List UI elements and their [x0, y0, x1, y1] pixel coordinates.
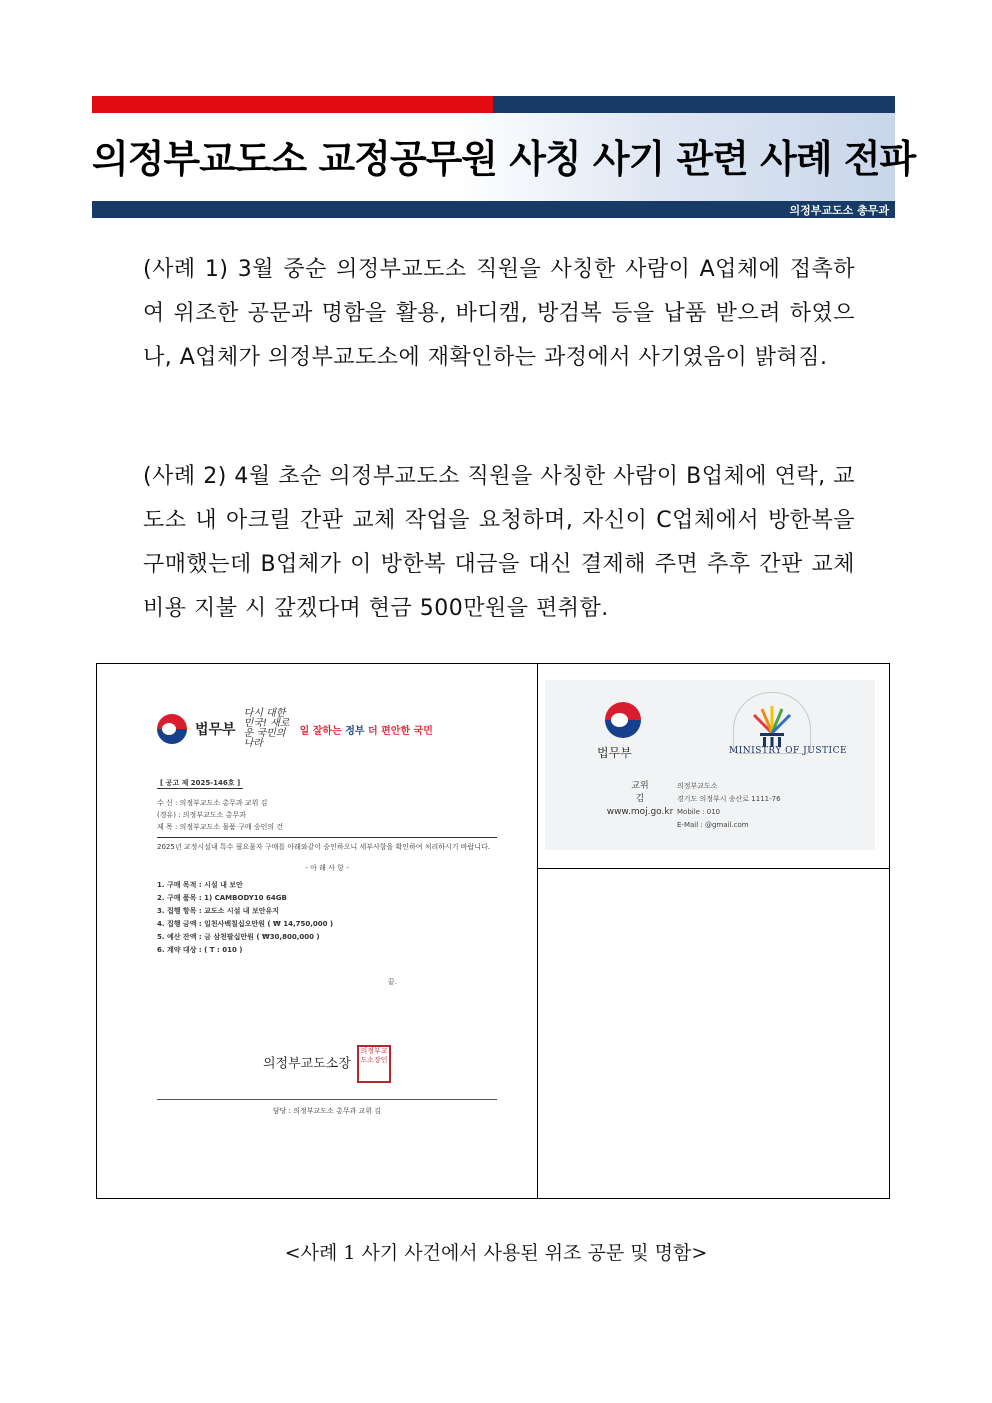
- document-item: 3. 집행 항목 : 교도소 시설 내 보안유지: [157, 907, 280, 915]
- document-rule: [157, 837, 497, 838]
- document-body: 2025년 교정시설내 특수 필요물자 구매를 아래와같이 승인하오니 세부사항을 확인하여 처리하시기 바랍니다.: [157, 843, 491, 851]
- footer-rule: [157, 1099, 497, 1100]
- document-signature: [157, 1045, 497, 1083]
- department-label: 의정부교도소 총무과: [789, 204, 889, 217]
- slogan-red: 일 잘하는: [299, 725, 346, 737]
- slogan-rest: 더 편안한 국민: [364, 725, 433, 737]
- document-logo-text: 법무부: [195, 722, 236, 738]
- document-slogan: [300, 722, 433, 737]
- document-end-mark: 끝.: [388, 978, 397, 986]
- top-bar-red: [92, 96, 493, 113]
- document-meta: [157, 797, 497, 833]
- header-bottom-bar: [92, 201, 895, 218]
- card-website: www.moj.go.kr: [606, 807, 674, 817]
- case-1-text: (사례 1) 3월 중순 의정부교도소 직원을 사칭한 사람이 A업체에 접촉하여 위조한 공문과 명함을 활용, 바디캠, 방검복 등을 납품 받으려 하였으나, A업체가 의정부교도소에 재확인하는 과정에서 사기였음이 밝혀짐.: [143, 257, 855, 370]
- government-emblem-icon: [605, 702, 641, 738]
- document-header: [157, 704, 497, 754]
- document-item: 1. 구매 목적 : 시설 내 보안: [157, 881, 243, 889]
- document-items: [157, 879, 497, 957]
- document-recipient: 수 신 : 의정부교도소 총무과 교위 김: [157, 799, 268, 807]
- notice-number: [ 공고 제 2025-146호 ]: [157, 778, 243, 789]
- top-bar-navy: [493, 96, 895, 113]
- ministry-emblem-icon: [733, 692, 811, 754]
- document-subject: 제 목 : 의정부교도소 물품 구매 승인의 건: [157, 823, 284, 831]
- document-via: (경유) : 의정부교도소 총무과: [157, 811, 246, 819]
- document-contact: 담당 : 의정부교도소 총무과 교위 김: [272, 1107, 382, 1115]
- document-item: 5. 예산 잔액 : 금 삼천팔십만원 ( ₩30,800,000 ): [157, 933, 320, 941]
- official-seal-icon: 의정부교도소장인: [357, 1045, 391, 1083]
- frame-vertical-divider: [537, 664, 538, 1198]
- card-email: E-Mail : @gmail.com: [677, 821, 749, 829]
- card-logo-text: 법무부: [597, 746, 632, 760]
- government-emblem-icon: [157, 714, 187, 744]
- details-heading: - 아 래 사 항 -: [305, 864, 349, 872]
- slogan-blue: 정부: [345, 725, 365, 737]
- card-address: 경기도 의정부시 송산로 1111-76: [677, 795, 781, 803]
- card-contact: [677, 780, 781, 832]
- document-slogan-handwritten: 다시 대한민국! 새로운 국민의 나라: [243, 708, 290, 749]
- document-item: 6. 계약 대상 : ( T : 010 ): [157, 946, 243, 954]
- card-org: 의정부교도소: [677, 782, 718, 790]
- ministry-name-en: MINISTRY OF JUSTICE: [729, 746, 848, 756]
- case-2-text: (사례 2) 4월 초순 의정부교도소 직원을 사칭한 사람이 B업체에 연락, 교도소 내 아크릴 간판 교체 작업을 요청하며, 자신이 C업체에서 방한복을 구매했는데 B업체가 이 방한복 대금을 대신 결제해 주면 추후 간판 교체 비용 지불 시 갚겠다며 현금 500만원을 편취함.: [143, 464, 855, 621]
- card-emblem: [603, 702, 643, 742]
- header-top-bar: [92, 96, 895, 113]
- card-name: 김: [635, 794, 645, 804]
- document-item: 4. 집행 금액 : 일천사백칠십오만원 ( ₩ 14,750,000 ): [157, 920, 334, 928]
- card-mobile: Mobile : 010: [677, 808, 721, 816]
- frame-horizontal-divider: [537, 868, 890, 869]
- page-title: 의정부교도소 교정공무원 사칭 사기 관련 사례 전파: [92, 137, 916, 181]
- signatory: 의정부교도소장: [262, 1056, 351, 1072]
- card-rank: 교위: [631, 781, 649, 791]
- document-item: 2. 구매 품목 : 1) CAMBODY10 64GB: [157, 894, 287, 902]
- forged-business-card: [545, 680, 875, 850]
- forged-document: [157, 704, 497, 1116]
- figure-caption: <사례 1 사기 사건에서 사용된 위조 공문 및 명함>: [284, 1242, 708, 1264]
- evidence-frame: [96, 663, 890, 1199]
